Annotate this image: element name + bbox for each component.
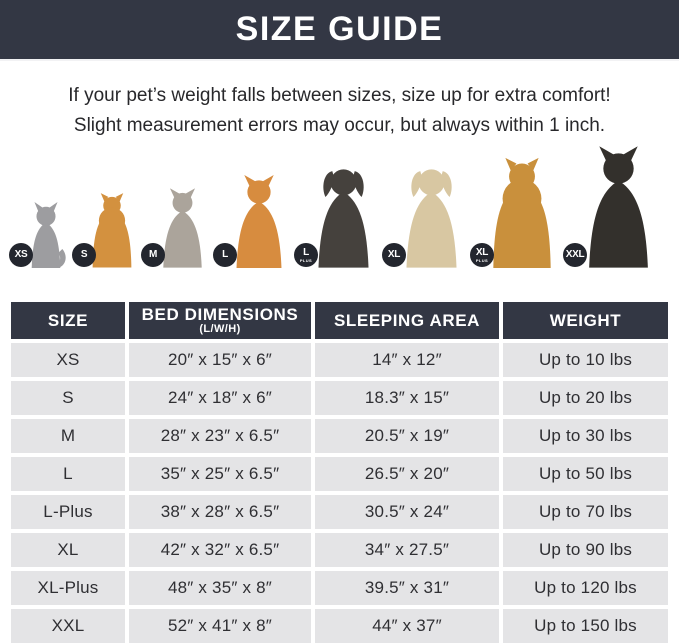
pet-golden-retriever-xl-plus	[475, 157, 559, 268]
size-badge-l-plus: L PLUS	[294, 243, 318, 267]
size-guide-banner	[0, 0, 679, 61]
intro-line-1: If your pet’s weight falls between sizes, size up for extra comfort!	[68, 85, 611, 106]
cell-sleep-xl: 34″ x 27.5″	[315, 533, 499, 567]
column-header-weight: WEIGHT	[503, 302, 668, 339]
cell-size-xl: XL	[11, 533, 125, 567]
border-collie-silhouette-image	[309, 164, 378, 268]
cell-bed-xl-plus: 48″ x 35″ x 8″	[129, 571, 311, 605]
cell-weight-m: Up to 30 lbs	[503, 419, 668, 453]
cell-weight-xl-plus: Up to 120 lbs	[503, 571, 668, 605]
labrador-silhouette-image	[397, 164, 466, 268]
pet-french-bulldog-m	[148, 188, 209, 268]
pet-cat-xs	[14, 200, 68, 268]
cell-size-l-plus: L-Plus	[11, 495, 125, 529]
cell-size-s: S	[11, 381, 125, 415]
size-badge-m: M	[141, 243, 165, 267]
size-badge-s: S	[72, 243, 96, 267]
cell-sleep-xl-plus: 39.5″ x 31″	[315, 571, 499, 605]
cell-weight-xxl: Up to 150 lbs	[503, 609, 668, 643]
doberman-silhouette-image	[578, 146, 659, 268]
cell-bed-l-plus: 38″ x 28″ x 6.5″	[129, 495, 311, 529]
pet-doberman-xxl	[565, 146, 659, 268]
intro-line-2: Slight measurement errors may occur, but always within 1 inch.	[73, 115, 606, 136]
size-table	[11, 302, 668, 643]
cell-bed-xs: 20″ x 15″ x 6″	[129, 343, 311, 377]
column-header-bed-dimensions: BED DIMENSIONS (L/W/H)	[129, 302, 311, 339]
cell-sleep-xs: 14″ x 12″	[315, 343, 499, 377]
pet-pomeranian-s	[80, 192, 137, 268]
cell-weight-xl: Up to 90 lbs	[503, 533, 668, 567]
pets-row	[0, 142, 679, 268]
cell-size-m: M	[11, 419, 125, 453]
cell-weight-s: Up to 20 lbs	[503, 381, 668, 415]
column-header-size: SIZE	[11, 302, 125, 339]
cell-bed-xxl: 52″ x 41″ x 8″	[129, 609, 311, 643]
cell-size-xl-plus: XL-Plus	[11, 571, 125, 605]
cell-size-xs: XS	[11, 343, 125, 377]
pet-border-collie-l-plus	[299, 164, 378, 268]
cell-bed-xl: 42″ x 32″ x 6.5″	[129, 533, 311, 567]
page-title: SIZE GUIDE	[235, 10, 444, 48]
cell-bed-s: 24″ x 18″ x 6″	[129, 381, 311, 415]
cell-weight-l: Up to 50 lbs	[503, 457, 668, 491]
cell-size-l: L	[11, 457, 125, 491]
size-badge-xl: XL	[382, 243, 406, 267]
cell-sleep-s: 18.3″ x 15″	[315, 381, 499, 415]
cell-sleep-m: 20.5″ x 19″	[315, 419, 499, 453]
cell-size-xxl: XXL	[11, 609, 125, 643]
cell-bed-l: 35″ x 25″ x 6.5″	[129, 457, 311, 491]
size-badge-xxl: XXL	[563, 243, 587, 267]
shiba-inu-silhouette-image	[228, 175, 290, 268]
size-badge-xs: XS	[9, 243, 33, 267]
cell-weight-l-plus: Up to 70 lbs	[503, 495, 668, 529]
column-header-sleeping-area: SLEEPING AREA	[315, 302, 499, 339]
cell-weight-xs: Up to 10 lbs	[503, 343, 668, 377]
size-badge-xl-plus: XL PLUS	[470, 243, 494, 267]
cell-bed-m: 28″ x 23″ x 6.5″	[129, 419, 311, 453]
pet-labrador-xl	[387, 164, 466, 268]
pet-shiba-inu-l	[222, 175, 290, 268]
cell-sleep-l-plus: 30.5″ x 24″	[315, 495, 499, 529]
cell-sleep-xxl: 44″ x 37″	[315, 609, 499, 643]
size-badge-l: L	[213, 243, 237, 267]
golden-retriever-silhouette-image	[485, 157, 559, 268]
intro-text	[0, 81, 679, 141]
cell-sleep-l: 26.5″ x 20″	[315, 457, 499, 491]
